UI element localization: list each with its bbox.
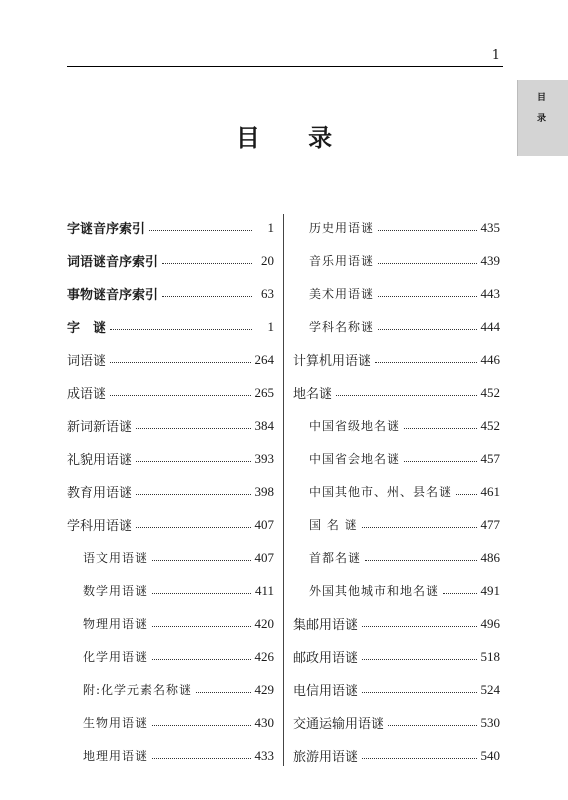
toc-entry[interactable] <box>67 409 274 442</box>
toc-entry-label: 字 谜 <box>67 321 107 336</box>
dot-leader <box>152 725 250 726</box>
toc-entry-label: 中国省级地名谜 <box>309 419 401 433</box>
toc-entry-page: 444 <box>480 318 500 334</box>
toc-entry-label: 外国其他城市和地名谜 <box>309 584 440 598</box>
toc-entry-page: 393 <box>254 450 274 466</box>
toc-entry-page: 407 <box>254 549 274 565</box>
toc-entry[interactable] <box>67 376 274 409</box>
toc-entry-label: 新词新语谜 <box>67 420 133 435</box>
dot-leader <box>404 461 476 462</box>
toc-entry-label: 中国其他市、州、县名谜 <box>309 485 453 499</box>
toc-entry[interactable] <box>67 244 274 277</box>
toc-entry-label: 历史用语谜 <box>309 221 375 235</box>
dot-leader <box>152 659 250 660</box>
dot-leader <box>375 362 476 363</box>
toc-entry[interactable] <box>293 442 500 475</box>
toc-entry-page: 264 <box>254 351 274 367</box>
toc-entry-page: 429 <box>254 681 274 697</box>
dot-leader <box>136 428 250 429</box>
toc-entry[interactable] <box>67 739 274 772</box>
toc-entry-page: 491 <box>480 582 500 598</box>
dot-leader <box>378 329 476 330</box>
dot-leader <box>149 230 252 231</box>
dot-leader <box>152 593 251 594</box>
toc-entry-page: 524 <box>480 681 500 697</box>
toc-entry-label: 礼貌用语谜 <box>67 453 133 468</box>
toc-entry[interactable] <box>67 475 274 508</box>
toc-entry-page: 411 <box>254 582 274 598</box>
toc-entry[interactable] <box>293 541 500 574</box>
toc-entry-label: 化学用语谜 <box>83 650 149 664</box>
dot-leader <box>443 593 476 594</box>
toc-entry[interactable] <box>293 409 500 442</box>
dot-leader <box>136 527 250 528</box>
dot-leader <box>152 560 250 561</box>
toc-entry-page: 443 <box>480 285 500 301</box>
toc-entry-label: 物理用语谜 <box>83 617 149 631</box>
page-title: 目 录 <box>235 123 353 152</box>
toc-entry-page: 433 <box>254 747 274 763</box>
toc-left-column <box>67 211 274 772</box>
toc-entry[interactable] <box>293 706 500 739</box>
toc-entry-page: 435 <box>480 219 500 235</box>
toc-entry-label: 学科名称谜 <box>309 320 375 334</box>
toc-entry-page: 452 <box>480 384 500 400</box>
toc-entry-label: 字谜音序索引 <box>67 222 146 237</box>
dot-leader <box>152 758 250 759</box>
dot-leader <box>365 560 476 561</box>
toc-entry-page: 518 <box>480 648 500 664</box>
dot-leader <box>362 527 477 528</box>
toc-entry[interactable] <box>293 376 500 409</box>
toc-entry[interactable] <box>67 343 274 376</box>
column-divider <box>283 214 284 766</box>
dot-leader <box>378 296 476 297</box>
dot-leader <box>110 395 250 396</box>
toc-entry-label: 成语谜 <box>67 387 107 402</box>
toc-entry-page: 439 <box>480 252 500 268</box>
toc-entry-label: 电信用语谜 <box>293 684 359 699</box>
toc-entry[interactable] <box>293 673 500 706</box>
dot-leader <box>110 362 250 363</box>
toc-entry[interactable] <box>67 607 274 640</box>
toc-entry-label: 学科用语谜 <box>67 519 133 534</box>
section-tab-label: 目录 <box>535 92 545 134</box>
toc-entry-page: 540 <box>480 747 500 763</box>
toc-entry-page: 446 <box>480 351 500 367</box>
toc-entry-label: 中国省会地名谜 <box>309 452 401 466</box>
toc-entry-page: 452 <box>480 417 500 433</box>
dot-leader <box>362 626 476 627</box>
toc-entry[interactable] <box>67 541 274 574</box>
toc-entry-label: 地名谜 <box>293 387 333 402</box>
toc-entry[interactable] <box>293 277 500 310</box>
toc-entry-label: 词语谜 <box>67 354 107 369</box>
toc-entry-page: 63 <box>261 285 274 301</box>
toc-entry-page: 457 <box>480 450 500 466</box>
toc-right-column <box>293 211 500 772</box>
dot-leader <box>378 263 476 264</box>
toc-entry-label: 计算机用语谜 <box>293 354 372 369</box>
dot-leader <box>136 494 250 495</box>
dot-leader <box>362 692 476 693</box>
dot-leader <box>136 461 250 462</box>
toc-entry[interactable] <box>67 508 274 541</box>
toc-entry[interactable] <box>293 475 500 508</box>
toc-entry[interactable] <box>67 706 274 739</box>
toc-entry[interactable] <box>67 310 274 343</box>
toc-entry-label: 附:化学元素名称谜 <box>83 683 193 697</box>
toc-entry-page: 461 <box>480 483 500 499</box>
header-rule <box>67 66 503 67</box>
toc-entry[interactable] <box>67 277 274 310</box>
dot-leader <box>110 329 252 330</box>
toc-entry-page: 477 <box>480 516 500 532</box>
toc-entry[interactable] <box>67 211 274 244</box>
toc-entry-label: 词语谜音序索引 <box>67 255 159 270</box>
toc-entry[interactable] <box>293 310 500 343</box>
toc-entry[interactable] <box>67 574 274 607</box>
toc-entry[interactable] <box>293 343 500 376</box>
toc-entry-label: 生物用语谜 <box>83 716 149 730</box>
toc-entry-page: 486 <box>480 549 500 565</box>
toc-entry[interactable] <box>293 574 500 607</box>
toc-entry[interactable] <box>67 640 274 673</box>
toc-entry-page: 530 <box>480 714 500 730</box>
dot-leader <box>152 626 250 627</box>
toc-entry[interactable] <box>67 673 274 706</box>
toc-entry-label: 美术用语谜 <box>309 287 375 301</box>
toc-entry-label: 首都名谜 <box>309 551 362 565</box>
toc-entry[interactable] <box>293 607 500 640</box>
toc-entry-page: 420 <box>254 615 274 631</box>
toc-entry[interactable] <box>293 211 500 244</box>
toc-entry-page: 496 <box>480 615 500 631</box>
toc-entry[interactable] <box>293 739 500 772</box>
toc-entry-label: 交通运输用语谜 <box>293 717 385 732</box>
toc-entry[interactable] <box>293 508 500 541</box>
dot-leader <box>196 692 250 693</box>
dot-leader <box>336 395 476 396</box>
toc-entry-label: 旅游用语谜 <box>293 750 359 765</box>
toc-entry-page: 1 <box>267 219 274 235</box>
page-number: 1 <box>491 48 500 63</box>
toc-entry-page: 407 <box>254 516 274 532</box>
dot-leader <box>388 725 476 726</box>
toc-entry-label: 集邮用语谜 <box>293 618 359 633</box>
toc-entry[interactable] <box>293 640 500 673</box>
toc-entry-label: 音乐用语谜 <box>309 254 375 268</box>
toc-entry-label: 语文用语谜 <box>83 551 149 565</box>
toc-entry-label: 事物谜音序索引 <box>67 288 159 303</box>
dot-leader <box>162 263 252 264</box>
dot-leader <box>378 230 476 231</box>
toc-entry-page: 1 <box>267 318 274 334</box>
toc-entry-label: 教育用语谜 <box>67 486 133 501</box>
toc-entry-page: 265 <box>254 384 274 400</box>
toc-entry-label: 国 名 谜 <box>309 518 358 532</box>
dot-leader <box>362 758 476 759</box>
toc-entry-label: 地理用语谜 <box>83 749 149 763</box>
toc-entry[interactable] <box>67 442 274 475</box>
dot-leader <box>162 296 252 297</box>
dot-leader <box>362 659 476 660</box>
dot-leader <box>456 494 476 495</box>
toc-entry-page: 426 <box>254 648 274 664</box>
dot-leader <box>404 428 476 429</box>
toc-entry-page: 384 <box>254 417 274 433</box>
toc-entry[interactable] <box>293 244 500 277</box>
toc-entry-label: 数学用语谜 <box>83 584 149 598</box>
toc-entry-page: 398 <box>254 483 274 499</box>
toc-entry-page: 430 <box>254 714 274 730</box>
toc-entry-label: 邮政用语谜 <box>293 651 359 666</box>
section-tab <box>517 80 568 156</box>
toc-entry-page: 20 <box>261 252 274 268</box>
